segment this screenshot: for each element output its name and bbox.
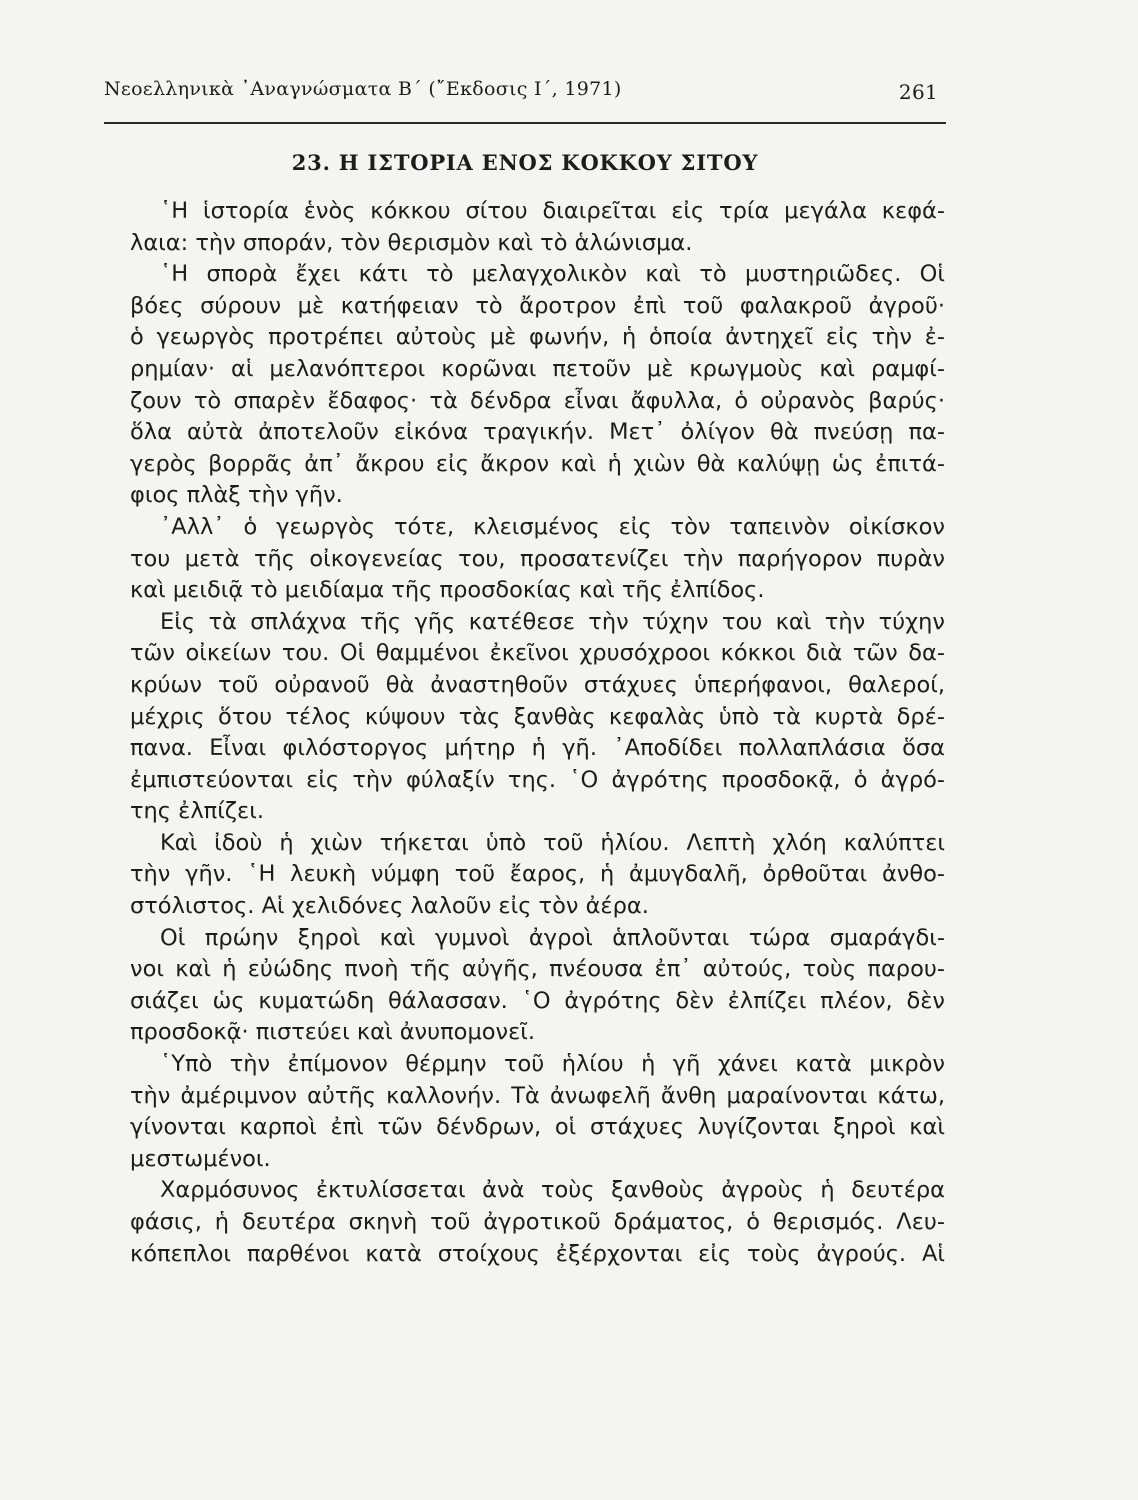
text-line: φάσις, ἡ δευτέρα σκηνὴ τοῦ ἀγροτικοῦ δράματος, ὁ θερισμός. Λευ- xyxy=(130,1209,945,1235)
text-line: μεστωμένοι. xyxy=(130,1145,271,1172)
text-line: τῶν οἰκείων του. Οἱ θαμμένοι ἐκεῖνοι χρυσόχροοι κόκκοι διὰ τῶν δα- xyxy=(130,640,945,667)
text-line: τὴν ἀμέριμνον αὐτῆς καλλονήν. Τὰ ἀνωφελῆ ἄνθη μαραίνονται κάτω, xyxy=(130,1082,945,1109)
text-line: προσδοκᾷ· πιστεύει καὶ ἀνυπομονεῖ. xyxy=(130,1019,536,1046)
text-line: νοι καὶ ἡ εὐώδης πνοὴ τῆς αὐγῆς, πνέουσα ἐπ᾿ αὐτούς, τοὺς παρου- xyxy=(130,956,945,983)
text-line: Οἱ πρώην ξηροὶ καὶ γυμνοὶ ἀγροὶ ἁπλοῦνται τώρα σμαράγδι- xyxy=(160,924,945,951)
text-line: ζουν τὸ σπαρὲν ἔδαφος· τὰ δένδρα εἶναι ἄφυλλα, ὁ οὐρανὸς βαρύς· xyxy=(130,387,945,414)
text-line: Καὶ ἰδοὺ ἡ χιὼν τήκεται ὑπὸ τοῦ ἡλίου. Λεπτὴ χλόη καλύπτει xyxy=(160,829,945,856)
text-line: φιος πλὰξ τὴν γῆν. xyxy=(130,482,343,509)
text-line: πανα. Εἶναι φιλόστοργος μήτηρ ἡ γῆ. ᾿Αποδίδει πολλαπλάσια ὅσα xyxy=(130,735,945,762)
text-line: ῾Η σπορὰ ἔχει κάτι τὸ μελαγχολικὸν καὶ τὸ μυστηριῶδες. Οἱ xyxy=(160,261,945,288)
text-line: ἐμπιστεύονται εἰς τὴν φύλαξίν της. ῾Ο ἀγρότης προσδοκᾷ, ὁ ἀγρό- xyxy=(130,766,945,793)
header-source: Νεοελληνικὰ ᾿Αναγνώσματα Β΄ (῎Εκδοσις Ι΄, 1971) xyxy=(104,78,622,100)
text-line: Χαρμόσυνος ἐκτυλίσσεται ἀνὰ τοὺς ξανθοὺς ἀγροὺς ἡ δευτέρα xyxy=(160,1177,945,1204)
text-line: ὅλα αὐτὰ ἀποτελοῦν εἰκόνα τραγικήν. Μετ᾿ ὀλίγον θὰ πνεύσῃ πα- xyxy=(130,419,945,446)
body-text xyxy=(130,196,945,1270)
text-line: Εἰς τὰ σπλάχνα τῆς γῆς κατέθεσε τὴν τύχην του καὶ τὴν τύχην xyxy=(160,608,945,635)
text-line: γίνονται καρποὶ ἐπὶ τῶν δένδρων, οἱ στάχυες λυγίζονται ξηροὶ καὶ xyxy=(130,1114,945,1141)
chapter-title: 23. Η ΙΣΤΟΡΙΑ ΕΝΟΣ ΚΟΚΚΟΥ ΣΙΤΟΥ xyxy=(291,150,759,175)
text-line: της ἐλπίζει. xyxy=(130,798,264,825)
page-number: 261 xyxy=(898,80,938,104)
text-line: στόλιστος. Αἱ χελιδόνες λαλοῦν εἰς τὸν ἀέρα. xyxy=(130,893,649,920)
text-line: μέχρις ὅτου τέλος κύψουν τὰς ξανθὰς κεφαλὰς ὑπὸ τὰ κυρτὰ δρέ- xyxy=(130,703,945,730)
text-line: καὶ μειδιᾷ τὸ μειδίαμα τῆς προσδοκίας καὶ τῆς ἐλπίδος. xyxy=(130,577,765,604)
text-line: κρύων τοῦ οὐρανοῦ θὰ ἀναστηθοῦν στάχυες ὑπερήφανοι, θαλεροί, xyxy=(130,671,945,698)
text-line: τὴν γῆν. ῾Η λευκὴ νύμφη τοῦ ἔαρος, ἡ ἀμυγδαλῆ, ὀρθοῦται ἀνθο- xyxy=(130,861,945,888)
text-line: ῾Η ἱστορία ἑνὸς κόκκου σίτου διαιρεῖται εἰς τρία μεγάλα κεφά- xyxy=(160,198,945,224)
text-line: του μετὰ τῆς οἰκογενείας του, προσατενίζει τὴν παρήγορον πυρὰν xyxy=(130,545,945,572)
text-line: ὁ γεωργὸς προτρέπει αὐτοὺς μὲ φωνήν, ἡ ὁποία ἀντηχεῖ εἰς τὴν ἐ- xyxy=(130,324,945,351)
text-line: κόπεπλοι παρθένοι κατὰ στοίχους ἐξέρχονται εἰς τοὺς ἀγρούς. Αἱ xyxy=(130,1240,945,1267)
text-line: ῾Υπὸ τὴν ἐπίμονον θέρμην τοῦ ἡλίου ἡ γῆ χάνει κατὰ μικρὸν xyxy=(160,1051,945,1078)
header-rule xyxy=(104,122,946,124)
text-line: λαια: τὴν σποράν, τὸν θερισμὸν καὶ τὸ ἁλώνισμα. xyxy=(130,229,693,256)
text-line: ᾿Αλλ᾿ ὁ γεωργὸς τότε, κλεισμένος εἰς τὸν ταπεινὸν οἰκίσκον xyxy=(160,513,945,540)
text-line: γερὸς βορρᾶς ἀπ᾿ ἄκρου εἰς ἄκρον καὶ ἡ χιὼν θὰ καλύψῃ ὡς ἐπιτά- xyxy=(130,450,945,477)
text-line: σιάζει ὡς κυματώδη θάλασσαν. ῾Ο ἀγρότης δὲν ἐλπίζει πλέον, δὲν xyxy=(130,987,945,1014)
text-line: ρημίαν· αἱ μελανόπτεροι κορῶναι πετοῦν μὲ κρωγμοὺς καὶ ραμφί- xyxy=(130,355,945,382)
running-header xyxy=(104,68,946,104)
text-line: βόες σύρουν μὲ κατήφειαν τὸ ἄροτρον ἐπὶ τοῦ φαλακροῦ ἀγροῦ· xyxy=(130,292,945,319)
